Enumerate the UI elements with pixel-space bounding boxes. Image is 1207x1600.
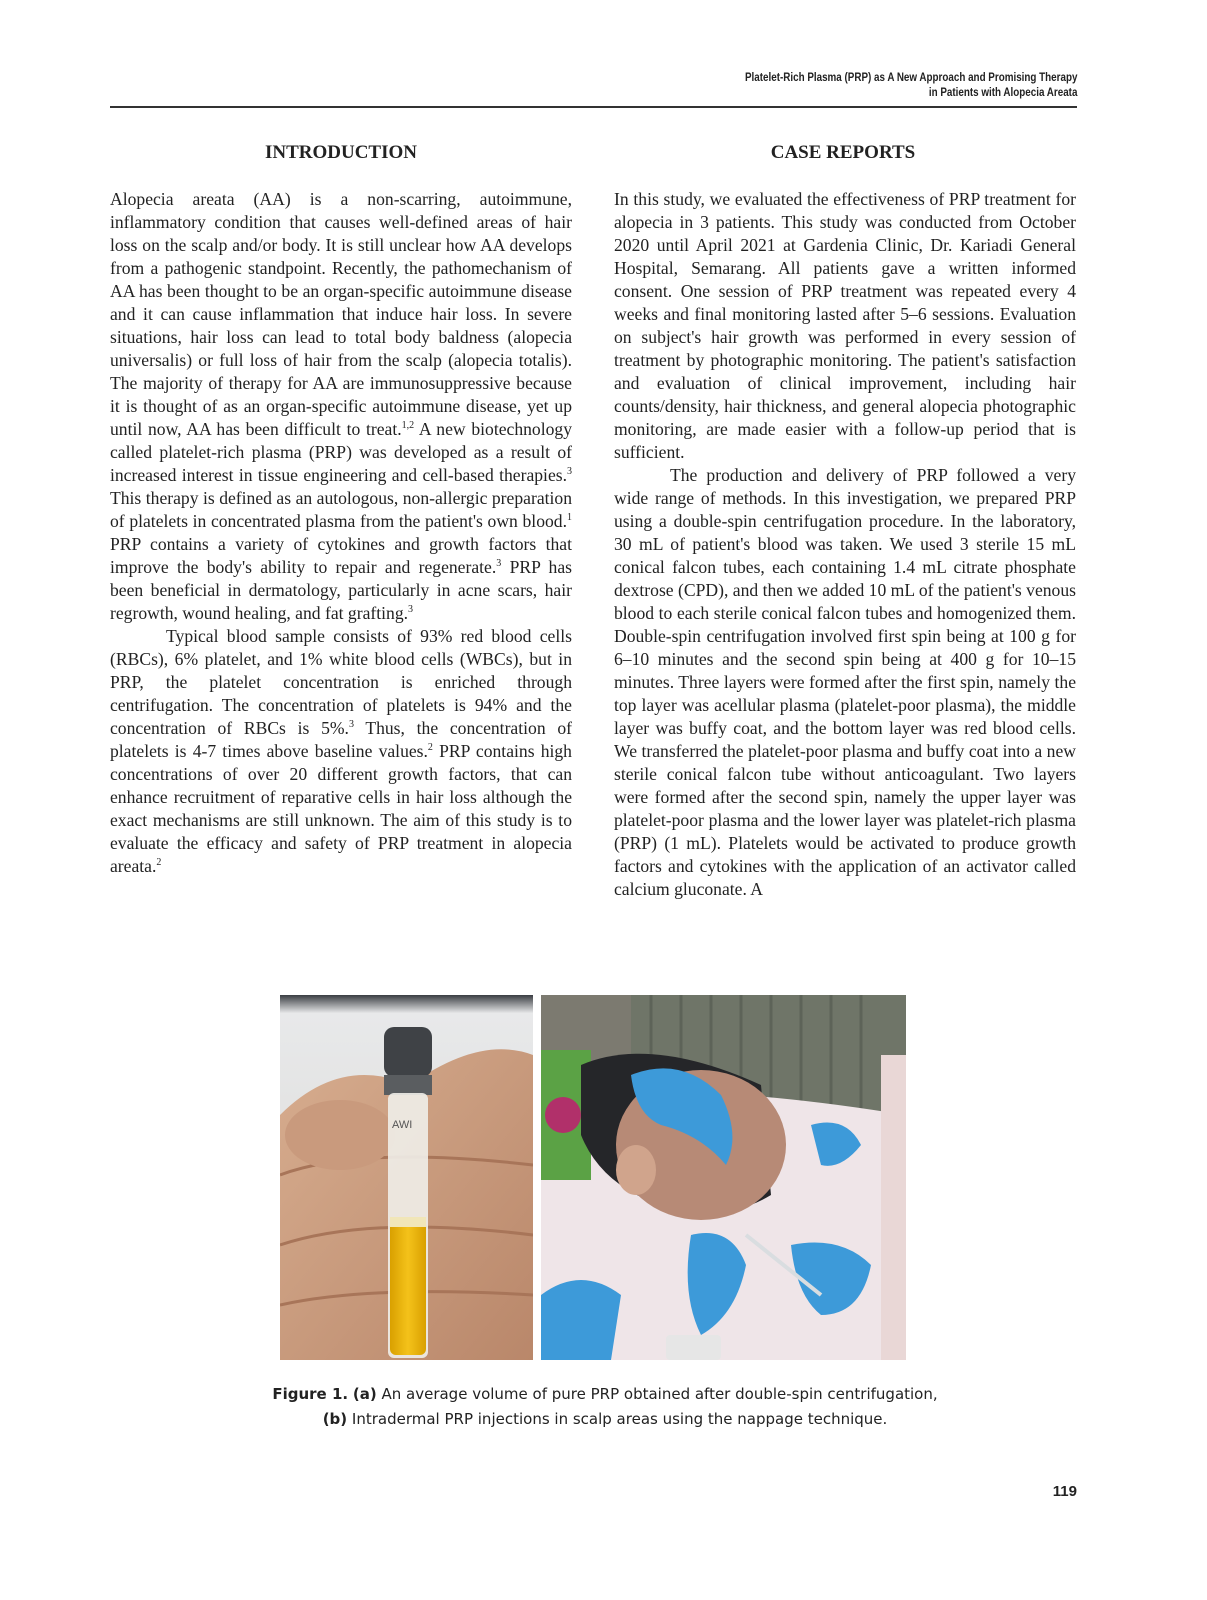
figure-1-caption — [110, 1382, 1100, 1432]
running-head-line-2: in Patients with Alopecia Areata — [928, 85, 1077, 99]
figure-1a-prp-tube-photo — [280, 995, 533, 1360]
tube-label: AWI — [392, 1119, 413, 1131]
introduction-heading: INTRODUCTION — [264, 142, 418, 163]
intro-paragraph-2: Typical blood sample consists of 93% red blood cells (RBCs), 6% platelet, and 1% white blood cells (WBCs), but in PRP, the platelet concentration is enriched through centrifugation. The concentration of platelets is 94% and the concentration of RBCs is 5%.$^3$ Thus, the concentration of platelets is 4-7 times above baseline values.$^2$ PRP contains high concentrations of over 20 different growth factors, that can enhance recruitment of reparative cells in hair loss although the exact mechanisms are still unknown. The aim of this study is to evaluate the efficacy and safety of PRP treatment in alopecia areata.$^2$ — [110, 626, 572, 876]
case-paragraph-2: The production and delivery of PRP followed a very wide range of methods. In this investigation, we prepared PRP using a double-spin centrifugation procedure. In the laboratory, 30 mL of patient's blood was taken. We used 3 sterile 15 mL conical falcon tubes, each containing 1.4 mL citrate phosphate dextrose (CPD), and then we added 10 mL of the patient's venous blood to each sterile conical falcon tubes and homogenized them. Double-spin centrifugation involved first spin being at 100 g for 6–10 minutes and the second spin being at 400 g for 10–15 minutes. Three layers were formed after the first spin, namely the top layer was acellular plasma (platelet-poor plasma), the middle layer was buffy coat, and the bottom layer was red blood cells. We transferred the platelet-poor plasma and buffy coat into a new sterile conical falcon tube without anticoagulant. Two layers were formed after the second spin, namely the upper layer was platelet-poor plasma and the lower layer was platelet-rich plasma (PRP) (1 mL). Platelets would be activated to produce growth factors and cytokines with the application of an activator called calcium gluconate. A — [614, 465, 1076, 899]
case-reports-column — [614, 188, 1076, 901]
figure-1b-injection-photo — [541, 995, 906, 1360]
header-rule — [110, 106, 1077, 108]
case-paragraph-1: In this study, we evaluated the effectiveness of PRP treatment for alopecia in 3 patients. This study was conducted from October 2020 until April 2021 at Gardenia Clinic, Dr. Kariadi General Hospital, Semarang. All patients gave a written informed consent. One session of PRP treatment was repeated every 4 weeks and final monitoring lasted after 5–6 sessions. Evaluation on subject's hair growth was performed in every session of treatment by photographic monitoring. The patient's satisfaction and evaluation of clinical improvement, including hair counts/density, hair thickness, and general alopecia photographic monitoring, are made easier with a follow-up period that is sufficient. — [614, 189, 1076, 462]
running-head-line-1: Platelet-Rich Plasma (PRP) as A New Approach and Promising Therapy — [744, 70, 1077, 84]
introduction-column — [110, 188, 572, 878]
running-head — [745, 70, 1077, 100]
page-number: 119 — [1052, 1483, 1077, 1500]
caption-line-b: (b) Intradermal PRP injections in scalp areas using the nappage technique. — [322, 1410, 888, 1428]
caption-line-a: Figure 1. (a) An average volume of pure PRP obtained after double-spin centrifugation, — [272, 1385, 938, 1403]
intro-paragraph-1: Alopecia areata (AA) is a non-scarring, autoimmune, inflammatory condition that causes well-defined areas of hair loss on the scalp and/or body. It is still unclear how AA develops from a pathogenic standpoint. Recently, the pathomechanism of AA has been thought to be an organ-specific autoimmune disease and it can cause inflammation that induce hair loss. In severe situations, hair loss can lead to total body baldness (alopecia universalis) or full loss of hair from the scalp (alopecia totalis). The majority of therapy for AA are immunosuppressive because it is thought of as an organ-specific autoimmune disease, yet up until now, AA has been difficult to treat.$^{1,2}$ A new biotechnology called platelet-rich plasma (PRP) was developed as a result of increased interest in tissue engineering and cell-based therapies.$^3$ This therapy is defined as an autologous, non-allergic preparation of platelets in concentrated plasma from the patient's own blood.$^1$ PRP contains a variety of cytokines and growth factors that improve the body's ability to repair and regenerate.$^3$ PRP has been beneficial in dermatology, particularly in acne scars, hair regrowth, wound healing, and fat grafting.$^3$ — [110, 189, 573, 623]
case-reports-heading: CASE REPORTS — [770, 142, 916, 163]
